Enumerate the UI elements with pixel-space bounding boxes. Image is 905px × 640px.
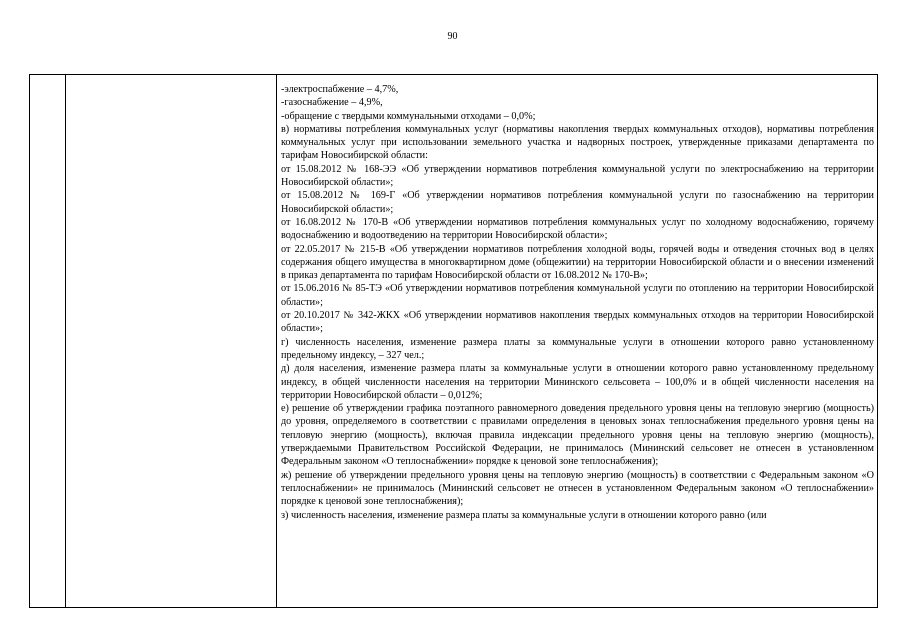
content-paragraph: з) численность населения, изменение размера платы за коммунальные услуги в отношении которого равно (или: [281, 509, 767, 521]
content-paragraph: в) нормативы потребления коммунальных услуг (нормативы накопления твердых коммунальных отходов), нормативы потребления коммунальных услуг при использовании земельного участка и надворных построек, утвержденные приказами департамента по тарифам Новосибирской области:: [281, 123, 874, 162]
table-column-content: [278, 75, 877, 607]
content-paragraph: от 15.08.2012 № 169-Г «Об утверждении нормативов потребления коммунальной услуги по газоснабжению на территории Новосибирской области»;: [281, 190, 874, 215]
content-paragraph: от 15.06.2016 № 85-ТЭ «Об утверждении нормативов потребления коммунальной услуги по отоплению на территории Новосибирской области»;: [281, 283, 874, 308]
content-paragraph: г) численность населения, изменение размера платы за коммунальные услуги в отношении которого равно установленному предельному индексу, – 327 чел.;: [281, 336, 874, 361]
content-paragraph: от 22.05.2017 № 215-В «Об утверждении нормативов потребления холодной воды, горячей воды и отведения сточных вод в целях содержания общего имущества в многоквартирном доме (общежитии) на территории Новосибирской области и о внесении изменений в приказ департамента по тарифам Новосибирской области от 16.08.2012 № 170-В»;: [281, 243, 874, 282]
content-paragraph: -обращение с твердыми коммунальными отходами – 0,0%;: [281, 110, 536, 122]
content-paragraph: ж) решение об утверждении предельного уровня цены на тепловую энергию (мощность) в соответствии с Федеральным законом «О теплоснабжении» не принималось (Мининский сельсовет не отнесен в установленном Федеральным законом «О теплоснабжении» порядке к ценовой зоне теплоснабжения);: [281, 469, 874, 508]
content-paragraph: д) доля населения, изменение размера платы за коммунальные услуги в отношении которого равно установленному предельному индексу, в общей численности населения на территории Мининского сельсовета – 100,0% и в общей численности населения на территории Новосибирской области – 0,012%;: [281, 363, 874, 401]
content-paragraph: от 20.10.2017 № 342-ЖКХ «Об утверждении нормативов накопления твердых коммунальных отходов на территории Новосибирской области»;: [281, 310, 874, 335]
content-paragraph: е) решение об утверждении графика поэтапного равномерного доведения предельного уровня цены на тепловую энергию (мощность) до уровня, определяемого в соответствии с правилами определения в ценовых зонах теплоснабжения предельного уровня цены на тепловую энергию (мощность), включая правила индексации предельного уровня цены на тепловую энергию (мощность), утверждаемыми Правительством Российской Федерации, не принималось (Мининский сельсовет не отнесен в установленном Федеральным законом «О теплоснабжении» порядке к ценовой зоне теплоснабжения);: [281, 403, 874, 468]
content-paragraph: -электроспабжение – 4,7%,: [281, 84, 399, 95]
content-paragraph: от 16.08.2012 № 170-В «Об утверждении нормативов потребления коммунальных услуг по холодному водоснабжению, горячему водоснабжению и водоотведению на территории Новосибирской области»;: [281, 216, 874, 242]
content-paragraph: -газоснабжение – 4,9%,: [281, 97, 383, 109]
document-table: [29, 74, 878, 608]
table-column-name: [66, 75, 277, 607]
table-column-index: [30, 75, 66, 607]
content-paragraph: от 15.08.2012 № 168-ЭЭ «Об утверждении нормативов потребления коммунальной услуги по электроснабжению на территории Новосибирской области»;: [281, 163, 874, 189]
page-number: 90: [447, 31, 458, 42]
